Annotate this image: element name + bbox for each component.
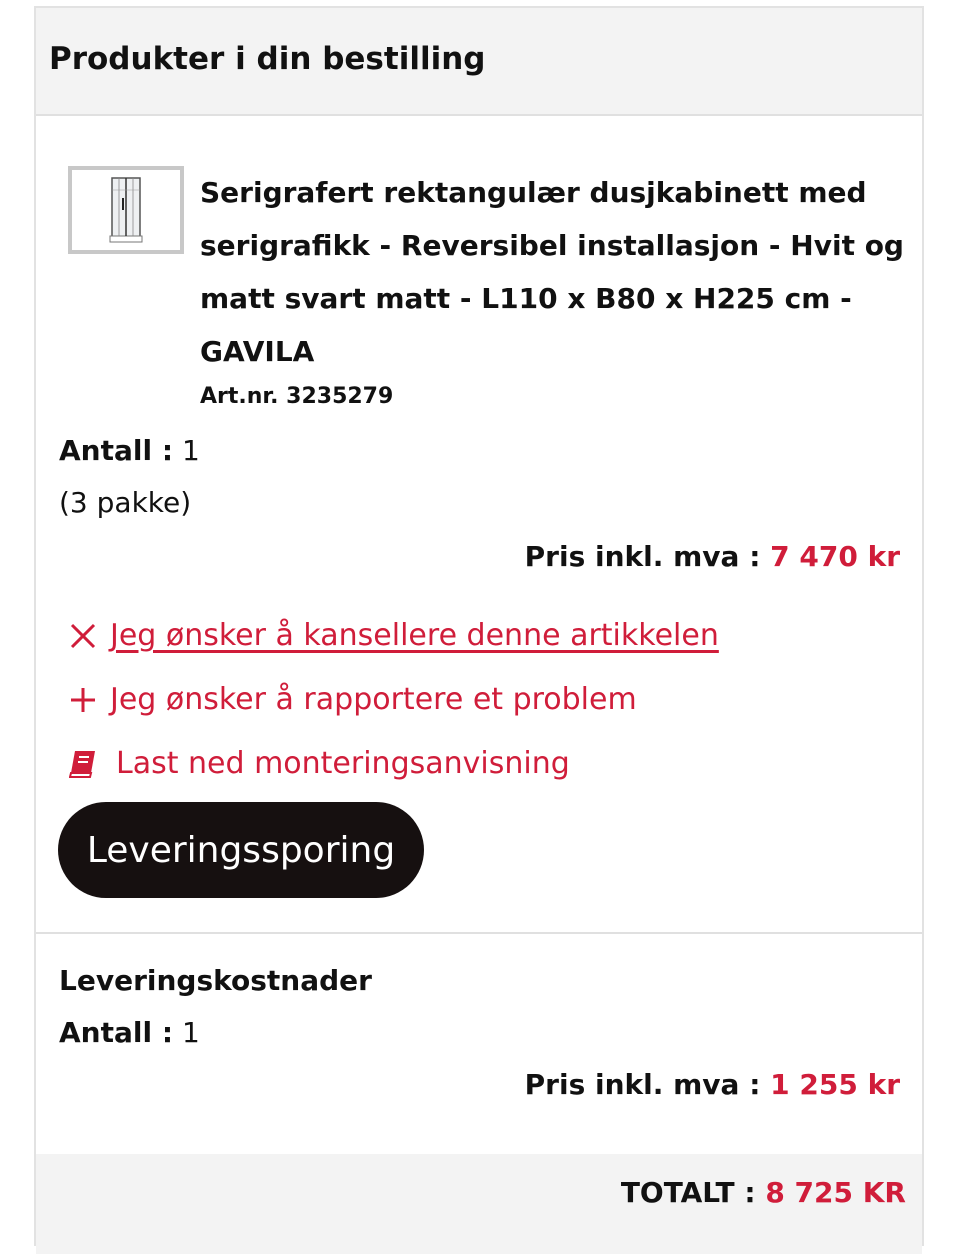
quantity-value: 1	[181, 434, 200, 467]
product-price	[525, 540, 900, 573]
download-manual-label[interactable]: Last ned monteringsanvisning	[116, 746, 570, 781]
delivery-price	[525, 1068, 900, 1101]
price-label: Pris inkl. mva :	[524, 1068, 761, 1101]
total-label: TOTALT :	[620, 1176, 756, 1209]
quantity-label: Antall :	[59, 1016, 174, 1049]
quantity-label: Antall :	[59, 434, 174, 467]
price-value: 7 470 kr	[770, 540, 900, 573]
order-products-header	[36, 8, 922, 116]
section-title: Produkter i din bestilling	[49, 41, 486, 77]
product-title[interactable]: Serigrafert rektangulær dusjkabinett med serigrafikk - Reversibel installasjon - Hvit og matt svart matt - L110 x B80 x H225 cm - GAVILA	[200, 176, 904, 368]
plus-icon	[68, 685, 98, 715]
order-products-card	[34, 6, 924, 1246]
delivery-costs-section	[36, 934, 922, 1152]
book-icon	[68, 749, 98, 779]
cancel-item-label[interactable]: Jeg ønsker å kansellere denne artikkelen	[110, 618, 719, 653]
delivery-tracking-button[interactable]: Leveringssporing	[58, 802, 424, 898]
total-text	[621, 1176, 906, 1209]
product-thumbnail[interactable]	[68, 166, 184, 254]
quantity-value: 1	[181, 1016, 200, 1049]
delivery-costs-title: Leveringskostnader	[59, 964, 372, 997]
shower-cabin-icon	[106, 176, 146, 244]
cancel-item-link[interactable]	[68, 618, 719, 653]
product-article-number: Art.nr. 3235279	[200, 384, 394, 409]
product-quantity	[59, 434, 200, 467]
package-count: (3 pakke)	[59, 486, 192, 519]
close-icon	[68, 621, 98, 651]
price-label: Pris inkl. mva :	[524, 540, 761, 573]
total-value: 8 725 KR	[765, 1176, 906, 1209]
report-problem-link[interactable]	[68, 682, 637, 717]
download-manual-link[interactable]	[68, 746, 570, 781]
price-value: 1 255 kr	[770, 1068, 900, 1101]
report-problem-label[interactable]: Jeg ønsker å rapportere et problem	[110, 682, 637, 717]
order-product-item	[36, 116, 922, 934]
order-total	[36, 1154, 922, 1254]
delivery-quantity	[59, 1016, 200, 1049]
